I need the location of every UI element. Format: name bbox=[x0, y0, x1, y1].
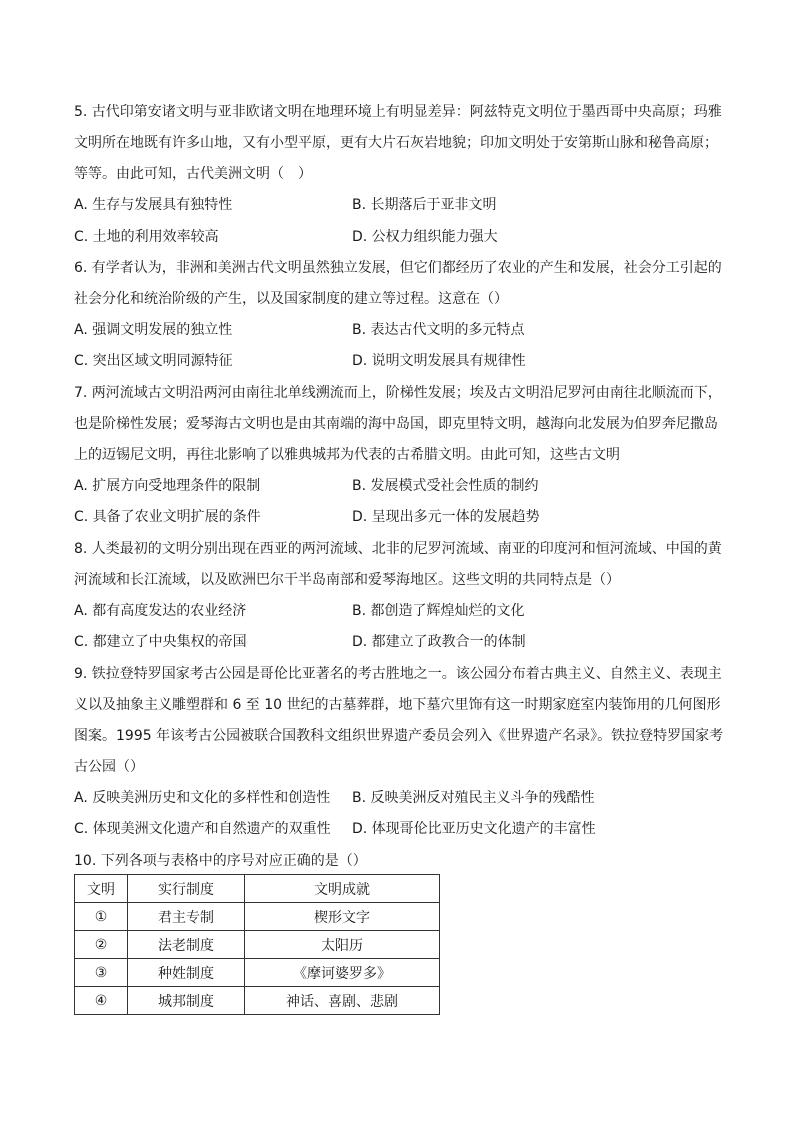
table-row bbox=[75, 931, 440, 959]
question-9-option-b: B. 反映美洲反对殖民主义斗争的残酷性 bbox=[352, 790, 595, 806]
question-9-option-c: C. 体现美洲文化遗产和自然遗产的双重性 bbox=[74, 821, 331, 837]
question-7-option-b: B. 发展模式受社会性质的制约 bbox=[352, 478, 539, 494]
table-cell: ③ bbox=[75, 959, 128, 987]
question-9-stem-line-1: 9. 铁拉登特罗国家考古公园是哥伦比亚著名的考古胜地之一。该公园分布着古典主义、自然主义、表现主 bbox=[74, 666, 722, 682]
question-5-option-b: B. 长期落后于亚非文明 bbox=[352, 197, 497, 213]
table-header-cell: 文明成就 bbox=[245, 875, 440, 903]
question-5-stem-line-2: 文明所在地既有许多山地，又有小型平原，更有大片石灰岩地貌；印加文明处于安第斯山脉和秘鲁高原； bbox=[74, 135, 718, 151]
question-9-option-a: A. 反映美洲历史和文化的多样性和创造性 bbox=[74, 790, 331, 806]
question-9-stem-line-2: 义以及抽象主义雕塑群和 6 至 10 世纪的古墓葬群，地下墓穴里饰有这一时期家庭室内装饰用的几何图形 bbox=[74, 697, 721, 713]
table-cell: 神话、喜剧、悲剧 bbox=[245, 987, 440, 1015]
question-5-option-d: D. 公权力组织能力强大 bbox=[352, 229, 498, 245]
table-cell: 《摩诃婆罗多》 bbox=[245, 959, 440, 987]
question-6-stem-line-1: 6. 有学者认为，非洲和美洲古代文明虽然独立发展，但它们都经历了农业的产生和发展，社会分工引起的 bbox=[74, 260, 722, 276]
question-8-option-d: D. 都建立了政教合一的体制 bbox=[352, 634, 526, 650]
question-7-stem-line-1: 7. 两河流域古文明沿两河由南往北单线溯流而上，阶梯性发展；埃及古文明沿尼罗河由南往北顺流而下， bbox=[74, 385, 722, 401]
question-6-stem-line-2: 社会分化和统治阶级的产生，以及国家制度的建立等过程。这意在（） bbox=[74, 291, 508, 307]
table-cell: 种姓制度 bbox=[128, 959, 245, 987]
table-cell: 太阳历 bbox=[245, 931, 440, 959]
question-9-stem-line-3: 图案。1995 年该考古公园被联合国教科文组织世界遗产委员会列入《世界遗产名录》。铁拉登特罗国家考 bbox=[74, 728, 724, 744]
table-row bbox=[75, 903, 440, 931]
question-8-stem-line-2: 河流域和长江流域，以及欧洲巴尔干半岛南部和爱琴海地区。这些文明的共同特点是（） bbox=[74, 572, 620, 588]
table-row bbox=[75, 987, 440, 1015]
question-6-option-d: D. 说明文明发展具有规律性 bbox=[352, 353, 526, 369]
question-6-option-b: B. 表达古代文明的多元特点 bbox=[352, 322, 525, 338]
table-cell: ① bbox=[75, 903, 128, 931]
table-header-cell: 文明 bbox=[75, 875, 128, 903]
question-9-option-d: D. 体现哥伦比亚历史文化遗产的丰富性 bbox=[352, 821, 596, 837]
question-9-stem-line-4: 古公园（） bbox=[74, 759, 144, 775]
table-cell: ② bbox=[75, 931, 128, 959]
question-7-option-c: C. 具备了农业文明扩展的条件 bbox=[74, 509, 261, 525]
civilization-table bbox=[74, 874, 440, 1015]
question-10-stem: 10. 下列各项与表格中的序号对应正确的是（） bbox=[74, 853, 367, 869]
table-row bbox=[75, 959, 440, 987]
question-8-option-c: C. 都建立了中央集权的帝国 bbox=[74, 634, 247, 650]
question-7-stem-line-3: 上的迈锡尼文明，再往北影响了以雅典城邦为代表的古希腊文明。由此可知，这些古文明 bbox=[74, 447, 620, 463]
question-8-option-a: A. 都有高度发达的农业经济 bbox=[74, 603, 247, 619]
question-5-stem-line-3: 等等。由此可知，古代美洲文明（ ） bbox=[74, 166, 312, 182]
question-5-stem-line-1: 5. 古代印第安诸文明与亚非欧诸文明在地理环境上有明显差异：阿兹特克文明位于墨西哥中央高原；玛雅 bbox=[74, 104, 722, 120]
table-header-row bbox=[75, 875, 440, 903]
question-8-stem-line-1: 8. 人类最初的文明分别出现在西亚的两河流域、北非的尼罗河流域、南亚的印度河和恒河流域、中国的黄 bbox=[74, 541, 722, 557]
question-6-option-c: C. 突出区域文明同源特征 bbox=[74, 353, 233, 369]
question-7-option-a: A. 扩展方向受地理条件的限制 bbox=[74, 478, 261, 494]
table-cell: 法老制度 bbox=[128, 931, 245, 959]
table-header-cell: 实行制度 bbox=[128, 875, 245, 903]
table-cell: ④ bbox=[75, 987, 128, 1015]
table-cell: 城邦制度 bbox=[128, 987, 245, 1015]
question-8-option-b: B. 都创造了辉煌灿烂的文化 bbox=[352, 603, 525, 619]
question-5-option-c: C. 土地的利用效率较高 bbox=[74, 229, 219, 245]
question-7-option-d: D. 呈现出多元一体的发展趋势 bbox=[352, 509, 540, 525]
table-cell: 楔形文字 bbox=[245, 903, 440, 931]
question-5-option-a: A. 生存与发展具有独特性 bbox=[74, 197, 233, 213]
question-7-stem-line-2: 也是阶梯性发展；爱琴海古文明也是由其南端的海中岛国，即克里特文明，越海向北发展为伯罗奔尼撒岛 bbox=[74, 416, 718, 432]
table-cell: 君主专制 bbox=[128, 903, 245, 931]
question-6-option-a: A. 强调文明发展的独立性 bbox=[74, 322, 233, 338]
